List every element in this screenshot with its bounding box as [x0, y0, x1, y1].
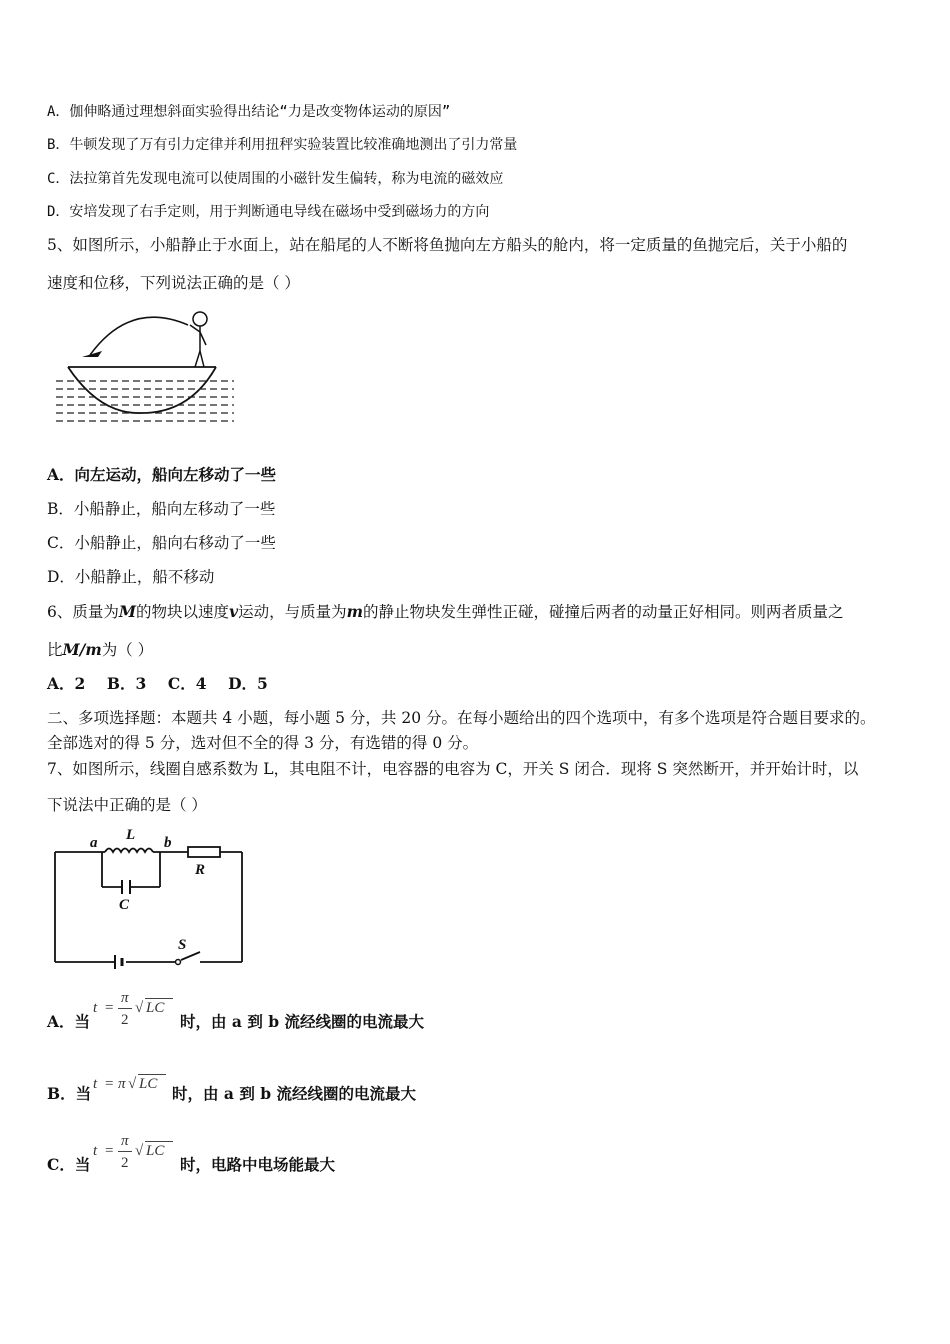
q6-stem-line2: 比M/m为（ ）: [47, 640, 154, 659]
q5-option-b: B．小船静止，船向左移动了一些: [47, 500, 276, 518]
boat-figure: [50, 305, 240, 435]
q7-stem-line2: 下说法中正确的是（ ）: [47, 796, 207, 814]
label-a: a: [90, 835, 98, 851]
label-R: R: [195, 862, 206, 878]
section2-line2: 全部选对的得 5 分，选对但不全的得 3 分，有选错的得 0 分。: [47, 734, 479, 752]
q7-stem-line1: 7、如图所示，线圈自感系数为 L，其电阻不计，电容器的电容为 C，开关 S 闭合．现将 S 突然断开，并开始计时，以: [47, 760, 859, 778]
label-L: L: [126, 827, 136, 843]
q4-option-a: A．伽伸略通过理想斜面实验得出结论“力是改变物体运动的原因”: [47, 104, 451, 120]
q5-option-a: A．向左运动，船向左移动了一些: [47, 465, 277, 484]
q5-stem-line1: 5、如图所示，小船静止于水面上，站在船尾的人不断将鱼抛向左方船头的舱内，将一定质量的鱼抛完后，关于小船的: [47, 236, 848, 254]
q6-stem-line1: 6、质量为M的物块以速度v运动，与质量为m的静止物块发生弹性正碰，碰撞后两者的动量正好相同。则两者质量之: [47, 602, 844, 621]
lc-circuit-figure: [50, 825, 250, 970]
q4-option-c: C．法拉第首先发现电流可以使周围的小磁针发生偏转，称为电流的磁效应: [47, 171, 504, 187]
label-b: b: [164, 835, 172, 851]
q6-options: A．2 B．3 C．4 D．5: [47, 674, 268, 693]
q4-option-d: D．安培发现了右手定则，用于判断通电导线在磁场中受到磁场力的方向: [47, 204, 490, 220]
q5-stem-line2: 速度和位移，下列说法正确的是（ ）: [47, 274, 300, 292]
section2-line1: 二、多项选择题：本题共 4 小题，每小题 5 分，共 20 分。在每小题给出的四个选项中，有多个选项是符合题目要求的。: [47, 709, 876, 727]
q5-option-c: C．小船静止，船向右移动了一些: [47, 534, 276, 552]
label-S: S: [178, 937, 187, 953]
label-C: C: [119, 897, 130, 913]
q5-option-d: D．小船静止，船不移动: [47, 568, 215, 586]
q4-option-b: B．牛顿发现了万有引力定律并利用扭秤实验装置比较准确地测出了引力常量: [47, 137, 518, 153]
